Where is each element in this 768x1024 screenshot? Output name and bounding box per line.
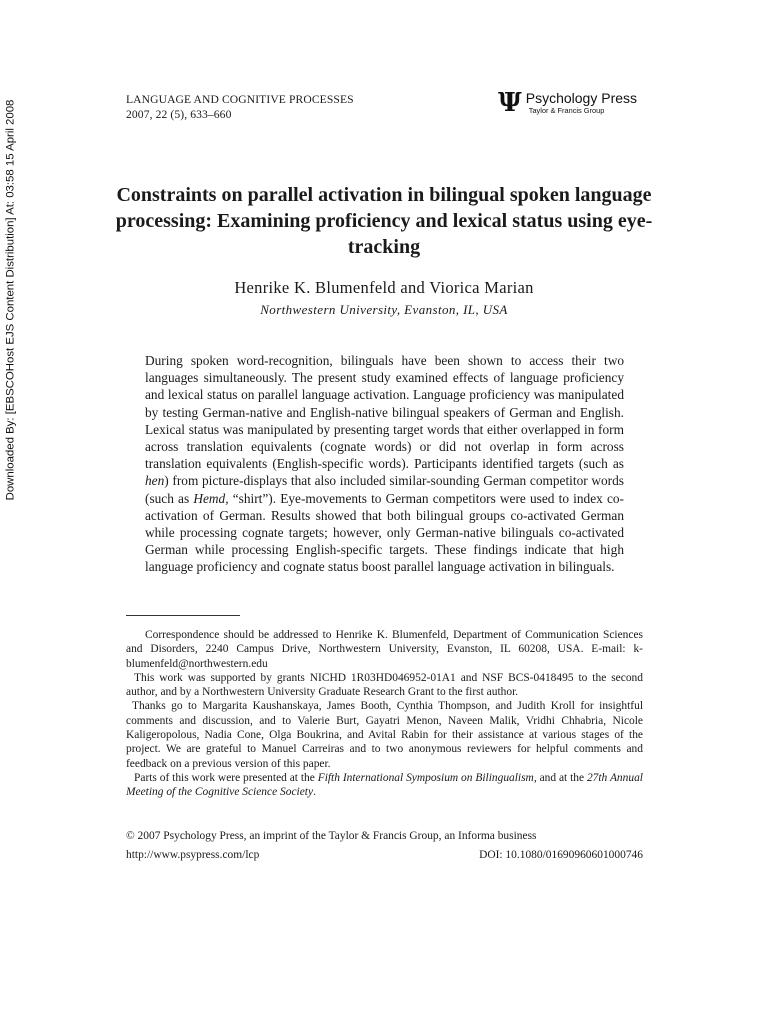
publisher-group: Taylor & Francis Group [528, 106, 605, 115]
abstract-italic-hemd: Hemd, [193, 490, 229, 506]
abstract-part-1: During spoken word-recognition, bilinguals have been shown to access their two languages simultaneously. The present study examined effects of language proficiency and lexical status on parallel language activation. Language proficiency was manipulated by testing German-native and English-native bilingual speakers of German and English. Lexical status was manipulated by presenting target words that either overlapped in form across translation equivalents (cognate words) or did not overlap in form across translation equivalents (English-specific words). Participants identified targets (such as [145, 353, 624, 472]
footnote-correspondence: Correspondence should be addressed to Henrike K. Blumenfeld, Department of Communication Sciences and Disorders, 2240 Campus Drive, Northwestern University, Evanston, IL 60208, USA. E-mail: k-blumenfeld@northwestern.edu [126, 629, 643, 670]
footer [126, 848, 643, 862]
abstract-part-3: “shirt”). Eye-movements to German competitors were used to index co-activation of German. Results showed that both bilingual groups co-activated German while processing cognate targets; however, only German-native bilinguals co-activated German while processing English-specific targets. These findings indicate that high language proficiency and cognate status boost parallel language activation in bilinguals. [145, 490, 624, 575]
journal-url-link[interactable]: http://www.psypress.com/lcp [126, 849, 260, 861]
publisher-name: Psychology Press [525, 90, 638, 106]
paper-title: Constraints on parallel activation in bilingual spoken language processing: Examining proficiency and lexical status using eye-tracking [115, 184, 653, 258]
download-stamp [1, 90, 19, 510]
journal-name: LANGUAGE AND COGNITIVE PROCESSES [126, 93, 354, 106]
presented-venue-1: Fifth International Symposium on Bilingualism, [317, 771, 537, 784]
presented-pre: Parts of this work were presented at the [134, 771, 318, 784]
psi-logo-icon: Ψ [498, 88, 522, 118]
footnote-funding: This work was supported by grants NICHD 1R03HD046952-01A1 and NSF BCS-0418495 to the second author, and by a Northwestern University Graduate Research Grant to the first author. [126, 671, 643, 699]
journal-citation: 2007, 22 (5), 633–660 [126, 108, 232, 121]
presented-mid: and at the [536, 771, 587, 784]
publisher-logo [498, 88, 638, 119]
presented-end: . [313, 786, 316, 799]
footnote-thanks: Thanks go to Margarita Kaushanskaya, James Booth, Cynthia Thompson, and Judith Kroll for insightful comments and discussion, and to Valerie Burt, Gayatri Menon, Naveen Malik, Vridhi Chhabria, Nicole Kaligeropolous, Nadia Cone, Olga Boukrina, and Avital Rabin for their assistance at various stages of the project. We are grateful to Manuel Carreiras and to two anonymous reviewers for helpful comments and feedback on a previous version of this paper. [126, 700, 643, 770]
abstract-part-2: ) from picture-displays that also included similar-sounding German competitor words (such as [145, 473, 624, 506]
journal-header [126, 92, 354, 122]
download-stamp-text: Downloaded By: [EBSCOHost EJS Content Distribution] At: 03:58 15 April 2008 [4, 99, 17, 501]
presented-venue-2: 27th Annual Meeting of the Cognitive Science Society [126, 771, 643, 799]
abstract-italic-hen: hen [145, 473, 165, 489]
copyright-text: © 2007 Psychology Press, an imprint of the Taylor & Francis Group, an Informa business [126, 830, 537, 842]
footnote-presented [126, 771, 643, 800]
copyright-line [126, 829, 643, 843]
footnotes [126, 628, 643, 800]
abstract [145, 352, 624, 576]
paper-affiliation: Northwestern University, Evanston, IL, USA [260, 302, 508, 317]
doi-text: DOI: 10.1080/01690960601000746 [479, 849, 643, 861]
paper-authors: Henrike K. Blumenfeld and Viorica Marian [234, 278, 534, 297]
footnote-divider [126, 615, 240, 616]
